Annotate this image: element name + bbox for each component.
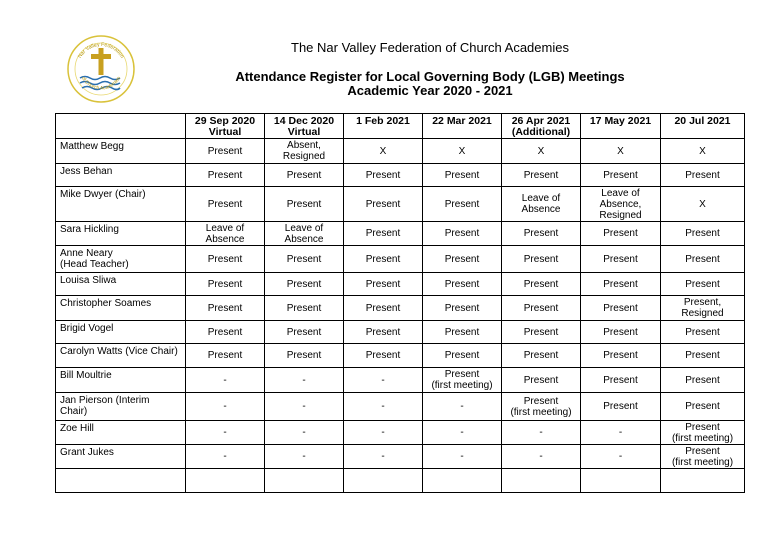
attendance-cell: Present — [265, 321, 344, 344]
attendance-cell — [581, 469, 661, 493]
attendance-cell: Present — [423, 344, 502, 368]
table-row — [56, 246, 745, 273]
attendance-cell: X — [423, 139, 502, 164]
attendance-cell — [661, 469, 745, 493]
member-name: Brigid Vogel — [56, 321, 186, 344]
attendance-cell: Present — [581, 164, 661, 187]
attendance-cell: Present — [265, 246, 344, 273]
attendance-cell: Present — [502, 368, 581, 393]
attendance-cell: - — [265, 445, 344, 469]
attendance-cell: Present — [186, 139, 265, 164]
member-name: Sara Hickling — [56, 222, 186, 246]
attendance-cell: - — [344, 393, 423, 421]
attendance-cell: Present — [265, 296, 344, 321]
member-name: Mike Dwyer (Chair) — [56, 187, 186, 222]
attendance-cell: Leave of Absence — [502, 187, 581, 222]
header-row — [56, 114, 745, 139]
table-row — [56, 321, 745, 344]
member-name: Matthew Begg — [56, 139, 186, 164]
attendance-cell: Present — [186, 321, 265, 344]
attendance-cell: Present — [502, 321, 581, 344]
attendance-cell: Present — [661, 246, 745, 273]
attendance-cell: Present — [502, 164, 581, 187]
table-row — [56, 273, 745, 296]
column-header: 26 Apr 2021 (Additional) — [502, 114, 581, 139]
attendance-cell: - — [265, 421, 344, 445]
attendance-cell: - — [186, 368, 265, 393]
attendance-cell: Present (first meeting) — [423, 368, 502, 393]
member-name: Anne Neary (Head Teacher) — [56, 246, 186, 273]
attendance-cell: Present (first meeting) — [502, 393, 581, 421]
title-line-1: Attendance Register for Local Governing Body (LGB) Meetings — [235, 69, 625, 84]
attendance-cell: - — [423, 393, 502, 421]
attendance-cell: Present — [581, 246, 661, 273]
table-row — [56, 164, 745, 187]
attendance-cell — [344, 469, 423, 493]
attendance-cell: Present — [423, 296, 502, 321]
column-header: 17 May 2021 — [581, 114, 661, 139]
attendance-cell: Present — [661, 321, 745, 344]
attendance-cell: Present — [661, 368, 745, 393]
attendance-cell: - — [186, 445, 265, 469]
attendance-cell: Present — [186, 296, 265, 321]
attendance-cell: Present — [344, 164, 423, 187]
attendance-cell: Present — [581, 273, 661, 296]
attendance-cell: Present — [502, 273, 581, 296]
attendance-table — [55, 113, 745, 493]
attendance-cell: Present — [265, 273, 344, 296]
attendance-cell: Present — [661, 164, 745, 187]
attendance-cell: Present — [265, 164, 344, 187]
member-name: Christopher Soames — [56, 296, 186, 321]
member-name: Jess Behan — [56, 164, 186, 187]
member-name: Zoe Hill — [56, 421, 186, 445]
attendance-cell: Present — [423, 164, 502, 187]
column-header: 14 Dec 2020 Virtual — [265, 114, 344, 139]
attendance-cell: X — [502, 139, 581, 164]
attendance-cell: Present (first meeting) — [661, 445, 745, 469]
logo-text-top: Nar Valley Federation — [77, 41, 125, 60]
table-row — [56, 368, 745, 393]
attendance-cell: Present, Resigned — [661, 296, 745, 321]
attendance-cell: Present — [186, 187, 265, 222]
organisation-name: The Nar Valley Federation of Church Academies — [291, 40, 569, 55]
attendance-cell: Present — [186, 164, 265, 187]
attendance-cell: - — [581, 445, 661, 469]
attendance-cell: Present — [661, 222, 745, 246]
column-header — [56, 114, 186, 139]
attendance-cell: Present — [344, 296, 423, 321]
attendance-cell: - — [581, 421, 661, 445]
attendance-cell: Present — [661, 273, 745, 296]
attendance-cell: Leave of Absence, Resigned — [581, 187, 661, 222]
attendance-cell — [423, 469, 502, 493]
attendance-cell: Present — [581, 344, 661, 368]
attendance-cell: X — [344, 139, 423, 164]
attendance-cell: Present — [502, 344, 581, 368]
attendance-cell: Present — [186, 344, 265, 368]
attendance-cell: X — [661, 187, 745, 222]
table-row — [56, 296, 745, 321]
attendance-cell: Present — [423, 273, 502, 296]
title-line-2: Academic Year 2020 - 2021 — [347, 83, 513, 98]
attendance-cell: Present — [581, 321, 661, 344]
attendance-cell: - — [186, 421, 265, 445]
column-header: 22 Mar 2021 — [423, 114, 502, 139]
attendance-cell: Present — [344, 321, 423, 344]
table-row — [56, 393, 745, 421]
attendance-cell: Present — [344, 344, 423, 368]
attendance-cell: Present — [581, 222, 661, 246]
attendance-cell: Present — [581, 368, 661, 393]
attendance-cell: - — [186, 393, 265, 421]
attendance-cell: - — [502, 421, 581, 445]
attendance-cell: Present — [661, 393, 745, 421]
attendance-cell: - — [344, 421, 423, 445]
member-name: Bill Moultrie — [56, 368, 186, 393]
attendance-cell: Present — [344, 273, 423, 296]
attendance-cell: - — [265, 393, 344, 421]
attendance-cell: - — [344, 445, 423, 469]
attendance-cell: Present — [502, 296, 581, 321]
attendance-cell: Present — [265, 187, 344, 222]
attendance-cell — [186, 469, 265, 493]
attendance-cell — [502, 469, 581, 493]
attendance-cell: Present — [344, 222, 423, 246]
member-name: Grant Jukes — [56, 445, 186, 469]
member-name — [56, 469, 186, 493]
table-row — [56, 139, 745, 164]
table-row — [56, 187, 745, 222]
attendance-cell: X — [581, 139, 661, 164]
column-header: 29 Sep 2020 Virtual — [186, 114, 265, 139]
attendance-cell: Absent, Resigned — [265, 139, 344, 164]
attendance-cell: - — [265, 368, 344, 393]
attendance-cell: Present (first meeting) — [661, 421, 745, 445]
attendance-cell: Present — [265, 344, 344, 368]
member-name: Jan Pierson (Interim Chair) — [56, 393, 186, 421]
table-row — [56, 222, 745, 246]
table-row — [56, 469, 745, 493]
member-name: Carolyn Watts (Vice Chair) — [56, 344, 186, 368]
column-header: 1 Feb 2021 — [344, 114, 423, 139]
attendance-cell: Present — [344, 246, 423, 273]
attendance-cell: - — [423, 445, 502, 469]
attendance-cell: - — [502, 445, 581, 469]
attendance-cell: Present — [186, 246, 265, 273]
attendance-cell: Present — [423, 246, 502, 273]
logo-text-bottom: of Church Academies — [79, 75, 123, 92]
federation-logo — [66, 34, 136, 104]
attendance-cell: Present — [423, 187, 502, 222]
document-title — [180, 70, 680, 98]
member-name: Louisa Sliwa — [56, 273, 186, 296]
attendance-cell: Present — [502, 222, 581, 246]
attendance-cell: - — [344, 368, 423, 393]
attendance-cell — [265, 469, 344, 493]
attendance-cell: Present — [661, 344, 745, 368]
table-row — [56, 445, 745, 469]
column-header: 20 Jul 2021 — [661, 114, 745, 139]
table-row — [56, 421, 745, 445]
attendance-cell: Present — [423, 321, 502, 344]
table-row — [56, 344, 745, 368]
attendance-cell: Present — [502, 246, 581, 273]
attendance-cell: Present — [581, 393, 661, 421]
attendance-cell: Leave of Absence — [186, 222, 265, 246]
attendance-cell: Present — [186, 273, 265, 296]
attendance-cell: Present — [344, 187, 423, 222]
attendance-cell: Present — [423, 222, 502, 246]
attendance-cell: - — [423, 421, 502, 445]
attendance-cell: Leave of Absence — [265, 222, 344, 246]
attendance-cell: X — [661, 139, 745, 164]
attendance-cell: Present — [581, 296, 661, 321]
